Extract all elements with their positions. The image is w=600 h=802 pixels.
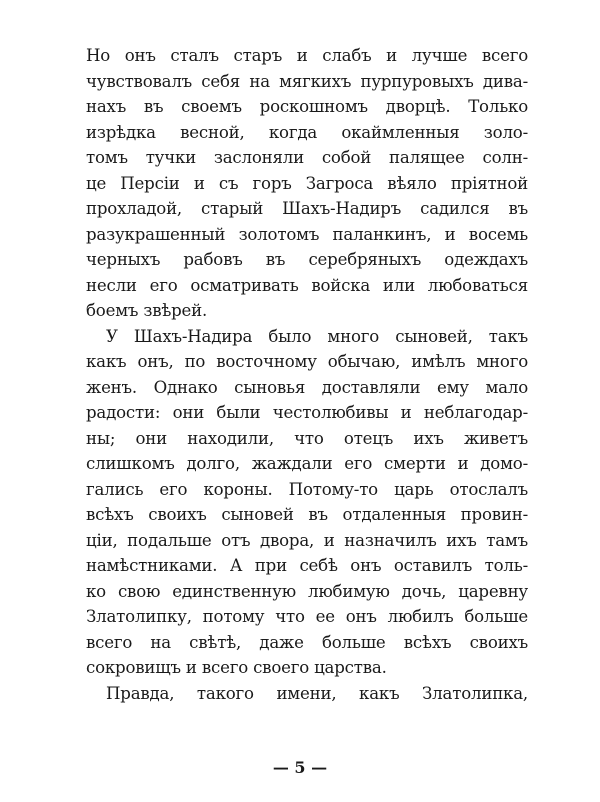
text-line: гались его короны. Потому-то царь отослалъ bbox=[86, 479, 528, 499]
text-line: Правда, такого имени, какъ Златолипка, bbox=[106, 683, 528, 703]
text-line: черныхъ рабовъ въ серебряныхъ одеждахъ bbox=[86, 250, 528, 269]
text-line: намѣстниками. А при себѣ онъ оставилъ толь- bbox=[86, 556, 528, 575]
text-line: разукрашенный золотомъ паланкинъ, и восемь bbox=[86, 224, 528, 244]
text-line: слишкомъ долго, жаждали его смерти и домо- bbox=[86, 454, 528, 473]
text-line: изрѣдка весной, когда окаймленныя золо- bbox=[86, 122, 528, 142]
text-line: сокровищъ и всего своего царства. bbox=[86, 658, 387, 677]
text-line: чувствовалъ себя на мягкихъ пурпуровыхъ дива- bbox=[86, 71, 528, 91]
text-line: всего на свѣтѣ, даже больше всѣхъ своихъ bbox=[86, 632, 528, 652]
page-text bbox=[86, 43, 528, 706]
text-line: це Персіи и съ горъ Загроса вѣяло пріятной bbox=[86, 173, 528, 193]
text-line: У Шахъ-Надира было много сыновей, такъ bbox=[106, 326, 528, 346]
text-line: нахъ въ своемъ роскошномъ дворцѣ. Только bbox=[86, 97, 528, 116]
page-number: — 5 — bbox=[272, 758, 328, 777]
text-line: томъ тучки заслоняли собой палящее солн- bbox=[86, 148, 528, 167]
text-line: ны; они находили, что отецъ ихъ живетъ bbox=[86, 428, 528, 448]
text-line: какъ онъ, по восточному обычаю, имѣлъ много bbox=[86, 352, 528, 371]
text-line: ко свою единственную любимую дочь, царевну bbox=[86, 581, 528, 601]
text-line: Но онъ сталъ старъ и слабъ и лучше всего bbox=[86, 46, 528, 65]
text-line: Златолипку, потому что ее онъ любилъ больше bbox=[86, 607, 528, 626]
text-line: всѣхъ своихъ сыновей въ отдаленныя провин- bbox=[86, 505, 528, 524]
text-line: ціи, подальше отъ двора, и назначилъ ихъ тамъ bbox=[86, 530, 528, 550]
text-line: радости: они были честолюбивы и неблагодар- bbox=[86, 403, 528, 422]
text-line: несли его осматривать войска или любоваться bbox=[86, 275, 528, 295]
text-line: прохладой, старый Шахъ-Надиръ садился въ bbox=[86, 199, 528, 218]
text-line: женъ. Однако сыновья доставляли ему мало bbox=[86, 377, 528, 397]
text-line: боемъ звѣрей. bbox=[86, 301, 208, 320]
